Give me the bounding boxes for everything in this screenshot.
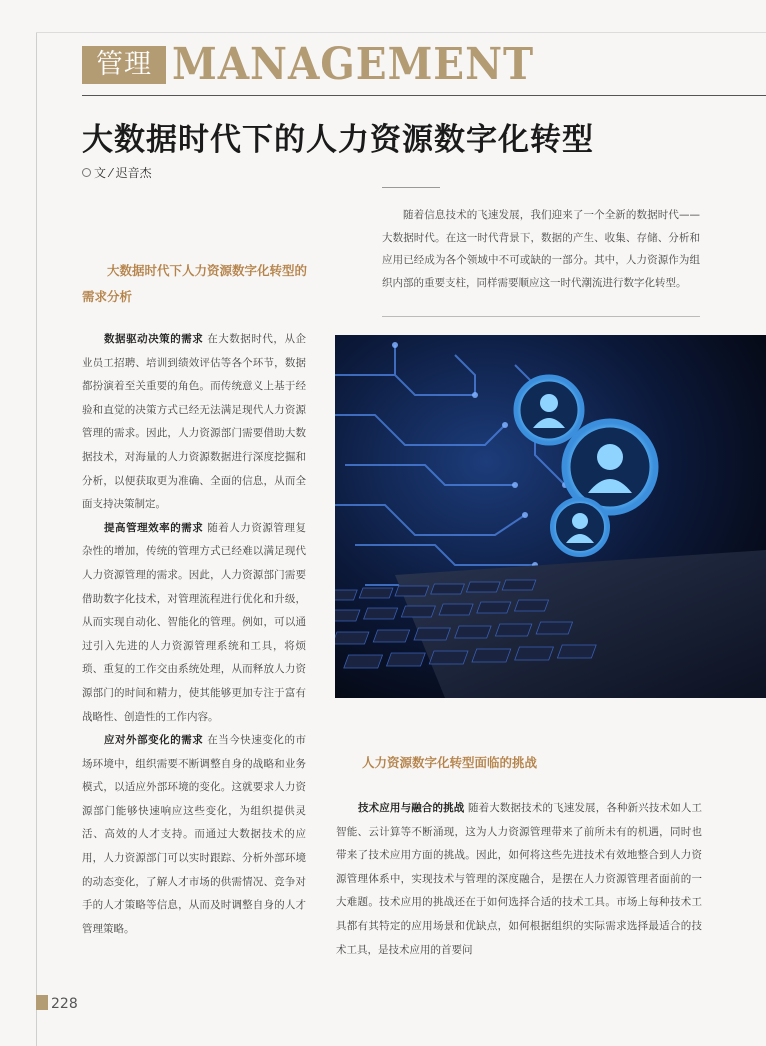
paragraph-lead: 提高管理效率的需求 — [104, 521, 204, 534]
section-label-english: MANAGEMENT — [172, 39, 535, 90]
hero-illustration — [335, 335, 766, 698]
paragraph-text: 在当今快速变化的市场环境中，组织需要不断调整自身的战略和业务模式，以适应外部环境的变化。这就要求人力资源部门能够快速响应这些变化，为组织提供灵活、高效的人才支持。而通过大数据技术的应用，人力资源部门可以实时跟踪、分析外部环境的动态变化，了解人才市场的供需情况、竞争对手的人才策略等信息，从而及时调整自身的人才管理策略。 — [82, 734, 306, 935]
author-name: 文 ⁄ 迟音杰 — [94, 166, 152, 180]
page-number-text: 228 — [51, 996, 78, 1012]
paragraph-lead: 技术应用与融合的挑战 — [358, 802, 465, 814]
section-heading-challenges: 人力资源数字化转型面临的挑战 — [362, 755, 538, 770]
intro-divider — [382, 316, 700, 317]
section-heading-demand: 大数据时代下人力资源数字化转型的需求分析 — [82, 263, 308, 304]
folio-marker — [36, 995, 48, 1010]
paragraph-text: 随着人力资源管理复杂性的增加，传统的管理方式已经难以满足现代人力资源管理的需求。因此，人力资源部门需要借助数字化技术，对管理流程进行优化和升级，从而实现自动化、智能化的管理。例如，可以通过引入先进的人力资源管理系统和工具，将烦琐、重复的工作交由系统处理，从而释放人力资源部门的时间和精力，使其能够更加专注于富有战略性、创造性的工作内容。 — [82, 521, 306, 723]
paragraph-lead: 数据驱动决策的需求 — [104, 333, 204, 345]
body-paragraph — [82, 729, 306, 941]
intro-paragraph: 随着信息技术的飞速发展，我们迎来了一个全新的数据时代——大数据时代。在这一时代背景下，数据的产生、收集、存储、分析和应用已经成为各个领域中不可或缺的一部分。其中，人力资源作为组织内部的重要支柱，同样需要顺应这一时代潮流进行数字化转型。 — [382, 209, 700, 289]
page-number — [36, 995, 78, 1013]
header-divider — [82, 95, 766, 96]
paragraph-text: 在大数据时代，从企业员工招聘、培训到绩效评估等各个环节，数据都扮演着至关重要的角色。而传统意义上基于经验和直觉的决策方式已经无法满足现代人力资源管理的需求。因此，人力资源部门需要借助大数据技术，对海量的人力资源数据进行深度挖掘和分析，以便获取更为准确、全面的信息，从而全面支持决策制定。 — [82, 333, 306, 511]
person-icon — [553, 500, 607, 554]
right-column — [336, 797, 702, 959]
person-icon — [517, 378, 581, 442]
byline — [82, 164, 152, 181]
laptop-base — [395, 550, 766, 698]
body-paragraph — [82, 517, 306, 729]
body-paragraph — [336, 797, 702, 959]
intro-divider-short — [382, 187, 440, 188]
left-column — [82, 328, 306, 962]
page-edge — [36, 32, 37, 1046]
body-paragraph — [82, 328, 306, 517]
paragraph-lead: 应对外部变化的需求 — [104, 734, 204, 747]
byline-circle-icon — [82, 168, 91, 177]
paragraph-text: 随着大数据技术的飞速发展，各种新兴技术如人工智能、云计算等不断涌现，这为人力资源管理带来了前所未有的机遇，同时也带来了技术应用方面的挑战。因此，如何将这些先进技术有效地整合到人力资源管理体系中，实现技术与管理的深度融合，是摆在人力资源管理者面前的一大难题。技术应用的挑战还在于如何选择合适的技术工具。市场上每种技术工具都有其特定的应用场景和优缺点，如何根据组织的实际需求选择最适合的技术工具，是技术应用的首要问 — [336, 802, 702, 956]
section-label: 管理 — [82, 46, 166, 84]
page-top-edge — [36, 32, 766, 33]
article-title: 大数据时代下的人力资源数字化转型 — [82, 122, 594, 158]
